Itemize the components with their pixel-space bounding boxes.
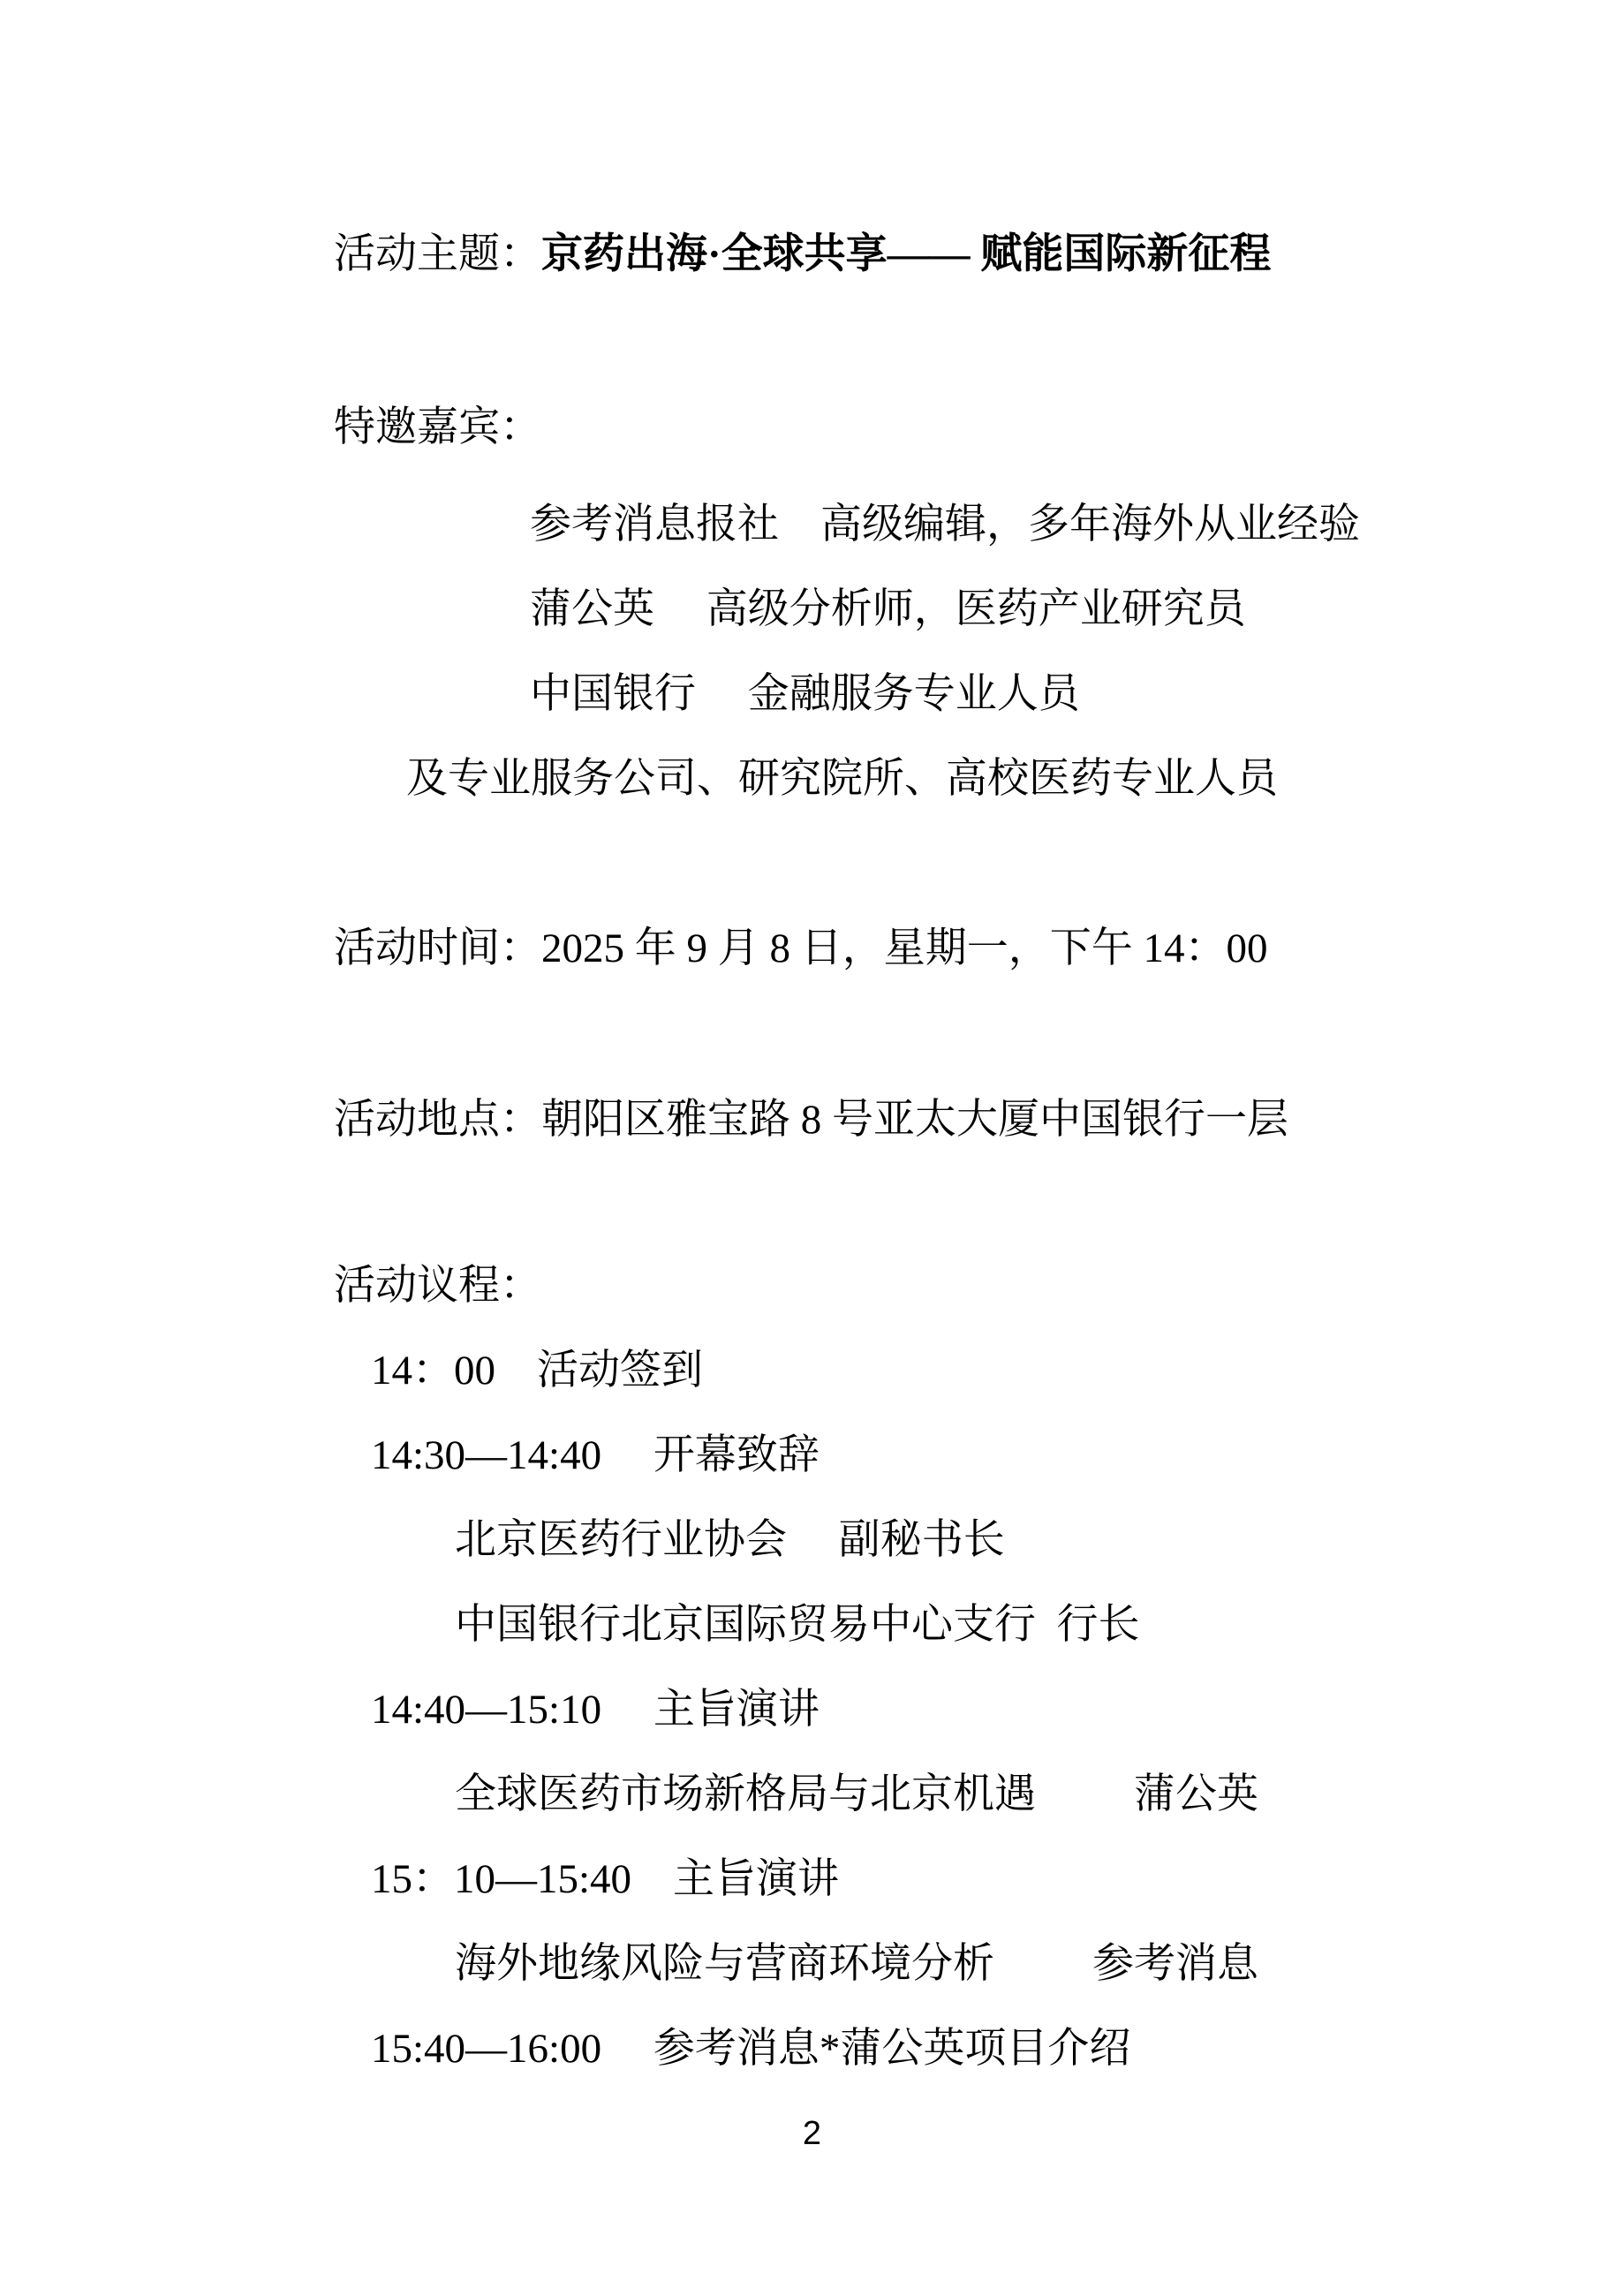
agenda-talk-2-topic: 海外地缘风险与营商环境分析 <box>455 1941 994 1987</box>
agenda-heading: 活动议程： <box>334 1263 541 1309</box>
event-venue-line <box>0 1077 1624 1162</box>
guest-item-other: 及专业服务公司、研究院所、高校医药专业人员 <box>406 756 1278 802</box>
event-time-value: 2025 年 9 月 8 日，星期一，下午 14：00 <box>541 925 1268 971</box>
agenda-item-opening: 14:30—14:40 开幕致辞 <box>371 1432 820 1478</box>
event-theme-line <box>0 212 1624 297</box>
agenda-talk-1-presenter: 蒲公英 <box>1134 1771 1258 1817</box>
guests-heading: 特邀嘉宾： <box>334 404 541 450</box>
event-venue-value: 朝阳区雅宝路 8 号亚太大厦中国银行一层 <box>541 1097 1288 1143</box>
agenda-speaker-bank: 中国银行北京国际贸易中心支行 行长 <box>455 1602 1140 1648</box>
agenda-talk-1-topic: 全球医药市场新格局与北京机遇 <box>455 1771 1036 1817</box>
agenda-talk-2-presenter: 参考消息 <box>1092 1941 1258 1987</box>
agenda-item-keynote-2: 15：10—15:40 主旨演讲 <box>371 1856 840 1902</box>
agenda-item-keynote-1: 14:40—15:10 主旨演讲 <box>371 1687 820 1733</box>
agenda-talk-2 <box>0 1922 1624 2006</box>
event-theme-label: 活动主题： <box>334 231 541 277</box>
agenda-talk-1 <box>0 1752 1624 1837</box>
agenda-speaker-association: 北京医药行业协会 副秘书长 <box>455 1517 1005 1563</box>
event-time-label: 活动时间： <box>334 925 541 971</box>
event-venue-label: 活动地点： <box>334 1097 541 1143</box>
guest-item: 蒲公英 高级分析师，医药产业研究员 <box>530 586 1246 632</box>
agenda-item-project-intro: 15:40—16:00 参考消息*蒲公英项目介绍 <box>371 2026 1131 2072</box>
guest-item: 参考消息报社 高级编辑，多年海外从业经验 <box>530 502 1360 548</box>
agenda-item-signin: 14：00 活动签到 <box>371 1348 703 1393</box>
event-theme-title: 京药出海·全球共享—— 赋能国际新征程 <box>541 231 1272 277</box>
guest-item: 中国银行 金融服务专业人员 <box>530 671 1080 717</box>
event-time-line <box>0 906 1624 991</box>
page-number: 2 <box>802 2115 822 2152</box>
